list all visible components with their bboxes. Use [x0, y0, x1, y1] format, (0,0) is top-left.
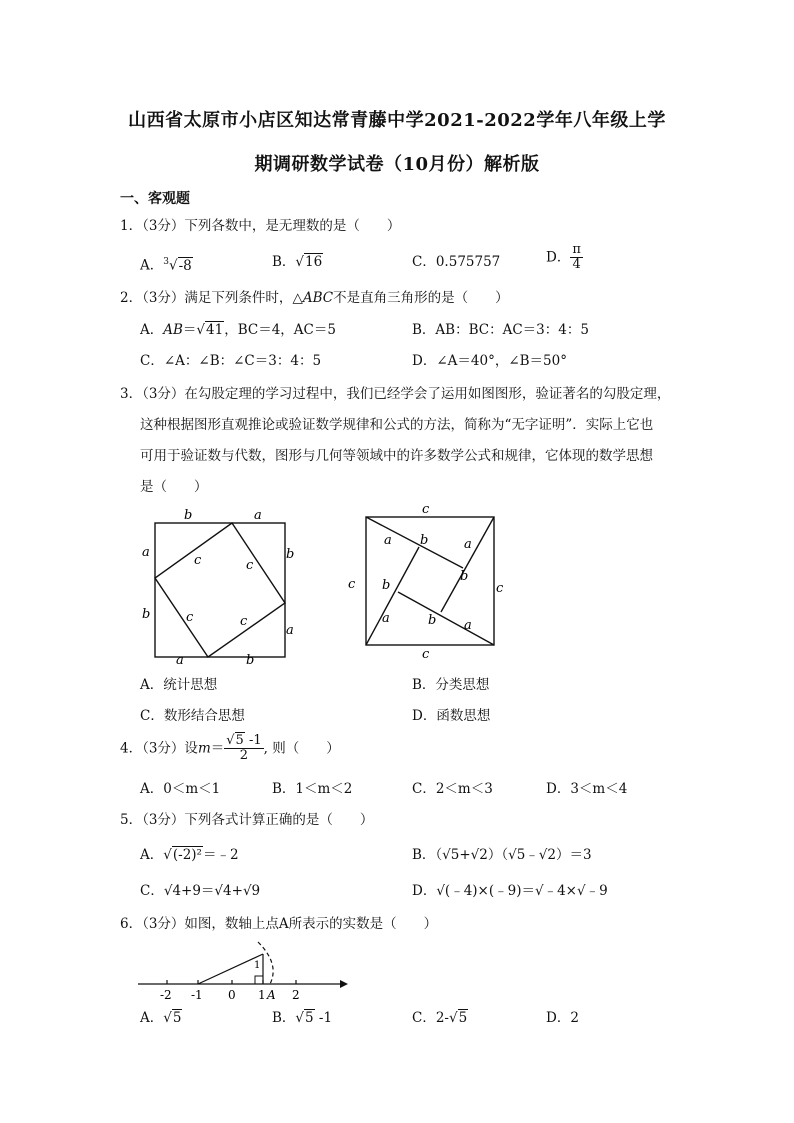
- q6-b-label: B．: [272, 1010, 296, 1026]
- q4-stem-pre: 4．（3分）设: [120, 740, 198, 757]
- q1-option-c: [412, 252, 500, 272]
- section-heading: 一、客观题: [120, 191, 190, 207]
- q1-d-label: D．: [546, 249, 571, 266]
- fig1-bottom-b: b: [246, 653, 255, 668]
- q5-a-label: A．: [140, 847, 164, 863]
- q2-option-b: B．AB：BC：AC＝3：4：5: [412, 322, 589, 338]
- q1-d-den: 4: [572, 257, 581, 272]
- q2-a-eq: ＝: [182, 322, 197, 338]
- q4-option-d: D．3＜m＜4: [546, 781, 628, 797]
- q2-a-rest: ，BC＝4，AC＝5: [224, 322, 336, 338]
- q2-a-ab: AB: [163, 322, 183, 338]
- q5-b-expr: （√5+√2）（√5﹣√2）＝3: [435, 847, 592, 863]
- q1-a-label: A．: [140, 257, 164, 274]
- fig2-a4: a: [464, 618, 472, 633]
- q6-option-c: C．2-√5: [412, 1010, 468, 1026]
- q2-stem-post: 不是直角三角形的是（ ）: [333, 290, 509, 306]
- q4-stem-post: , 则（ ）: [263, 740, 340, 757]
- q6-c-pre: 2-: [435, 1010, 449, 1026]
- fig1-top-b: b: [184, 508, 193, 523]
- q6-c-label: C．: [412, 1010, 436, 1026]
- q2-stem-pre: 2．（3分）满足下列条件时，: [120, 290, 293, 306]
- q5-option-b: [412, 845, 592, 865]
- q4-option-b: B．1＜m＜2: [272, 781, 353, 797]
- q6-stem: 6．（3分）如图，数轴上点A所表示的实数是（ ）: [120, 916, 438, 932]
- fig2-b4: b: [428, 613, 437, 628]
- q3-figure-right: [344, 498, 514, 664]
- q5-c-expr: √4+9＝√4+√9: [163, 883, 261, 899]
- fig2-a1: a: [384, 533, 392, 548]
- q6-point-a: A: [267, 988, 276, 1002]
- q6-tick-1: 1: [258, 988, 266, 1002]
- q2-a-label: A．: [140, 322, 164, 338]
- q4-m: m: [197, 740, 211, 757]
- q3-option-a: A．统计思想: [140, 677, 218, 693]
- q1-option-a: A．$^3$√-8: [140, 257, 192, 274]
- q6-option-d: D．2: [546, 1010, 579, 1026]
- q3-line-2: 这种根据图形直观推论或验证数学规律和公式的方法，简称为“无字证明”．实际上它也: [140, 417, 654, 433]
- q4-option-c: C．2＜m＜3: [412, 781, 493, 797]
- fig1-top-a: a: [254, 508, 262, 523]
- q1-a-index: 3: [163, 257, 169, 267]
- q6-height-label: 1: [254, 960, 261, 971]
- q6-tick-m1: -1: [191, 988, 203, 1002]
- fig1-bottom-a: a: [176, 653, 184, 668]
- q1-c-label: C．: [412, 254, 436, 270]
- q5-d-label: D．: [412, 883, 437, 899]
- fig1-c1: c: [194, 553, 202, 568]
- q2-option-c: C．∠A：∠B：∠C＝3：4：5: [140, 353, 322, 369]
- q6-b-rest: -1: [314, 1010, 333, 1026]
- q3-line-1: 3．（3分）在勾股定理的学习过程中，我们已经学会了运用如图图形，验证著名的勾股定理，: [120, 386, 671, 402]
- q5-stem: 5．（3分）下列各式计算正确的是（ ）: [120, 812, 374, 828]
- q3-line-3: 可用于验证数与代数，图形与几何等领域中的许多数学公式和规律，它体现的数学思想: [140, 448, 653, 464]
- q3-option-c: C．数形结合思想: [140, 708, 245, 724]
- q6-c-radicand: 5: [458, 1010, 468, 1026]
- fig1-left-b: b: [142, 607, 151, 622]
- q4-den: 2: [239, 748, 249, 763]
- fig2-b2: b: [460, 569, 469, 584]
- q5-option-d: [412, 881, 608, 901]
- fig2-bottom-c: c: [422, 647, 430, 662]
- q2-option-a: A．AB＝√41，BC＝4，AC＝5: [140, 322, 336, 338]
- fig2-b1: b: [420, 533, 429, 548]
- fig1-right-a: a: [286, 623, 294, 638]
- q1-c-text: 0.575757: [435, 254, 501, 270]
- q6-b-radicand: 5: [305, 1010, 314, 1026]
- q5-option-c: [140, 881, 260, 901]
- q2-option-d: D．∠A＝40°，∠B＝50°: [412, 353, 567, 369]
- q6-a-label: A．: [140, 1010, 164, 1026]
- fig1-c2: c: [246, 558, 254, 573]
- q4-eq: ＝: [210, 740, 225, 757]
- fig1-c3: c: [186, 610, 194, 625]
- fig2-right-c: c: [496, 581, 504, 596]
- q1-stem: 1．（3分）下列各数中，是无理数的是（ ）: [120, 218, 401, 234]
- q6-tick-m2: -2: [160, 988, 172, 1002]
- fig2-top-c: c: [422, 502, 430, 517]
- q4-num-radicand: 5: [235, 733, 244, 748]
- q4-stem: 4．（3分）设m＝ $\frac{√5 -1}{2}$ , 则（ ）: [120, 733, 340, 763]
- q1-a-radicand: -8: [178, 257, 192, 274]
- title-line-1: 山西省太原市小店区知达常青藤中学2021-2022学年八年级上学: [128, 110, 666, 131]
- q3-option-d: D．函数思想: [412, 708, 491, 724]
- q1-b-label: B．: [272, 254, 296, 270]
- q1-option-b: B．√16: [272, 254, 323, 270]
- q2-stem-tri: △ABC: [292, 290, 334, 306]
- q3-figure-left: [136, 506, 306, 672]
- q5-a-rest: ＝﹣2: [202, 847, 239, 863]
- q6-option-a: A．√5: [140, 1010, 182, 1026]
- q1-b-radicand: 16: [305, 254, 323, 270]
- q6-tick-0: 0: [228, 988, 236, 1002]
- q3-line-4: 是（ ）: [140, 479, 208, 495]
- q6-a-radicand: 5: [172, 1010, 182, 1026]
- q6-tick-2: 2: [292, 988, 300, 1002]
- title-line-2: 期调研数学试卷（10月份）解析版: [254, 154, 540, 175]
- q5-c-label: C．: [140, 883, 164, 899]
- q5-option-a: A．√(-2)²＝﹣2: [140, 847, 239, 863]
- q2-a-radicand: 41: [206, 322, 224, 338]
- q3-option-b: B．分类思想: [412, 677, 490, 693]
- q5-a-radicand: (-2)²: [172, 847, 202, 863]
- q4-num-rest: -1: [244, 733, 262, 748]
- q5-b-label: B．: [412, 847, 436, 863]
- fig2-a2: a: [464, 537, 472, 552]
- fig1-c4: c: [240, 614, 248, 629]
- q4-option-a: A．0＜m＜1: [140, 781, 221, 797]
- q6-option-b: B．√5 -1: [272, 1010, 333, 1026]
- q5-d-expr: √(﹣4)×(﹣9)＝√﹣4×√﹣9: [436, 883, 608, 899]
- fig2-b3: b: [382, 578, 391, 593]
- fig2-a3: a: [382, 611, 390, 626]
- q1-d-num: π: [572, 242, 581, 257]
- fig1-right-b: b: [286, 547, 295, 562]
- fig1-left-a: a: [142, 545, 150, 560]
- fig2-left-c: c: [348, 577, 356, 592]
- q6-number-line: [130, 936, 360, 1002]
- q1-option-d: [546, 243, 583, 272]
- q2-stem: [120, 288, 509, 308]
